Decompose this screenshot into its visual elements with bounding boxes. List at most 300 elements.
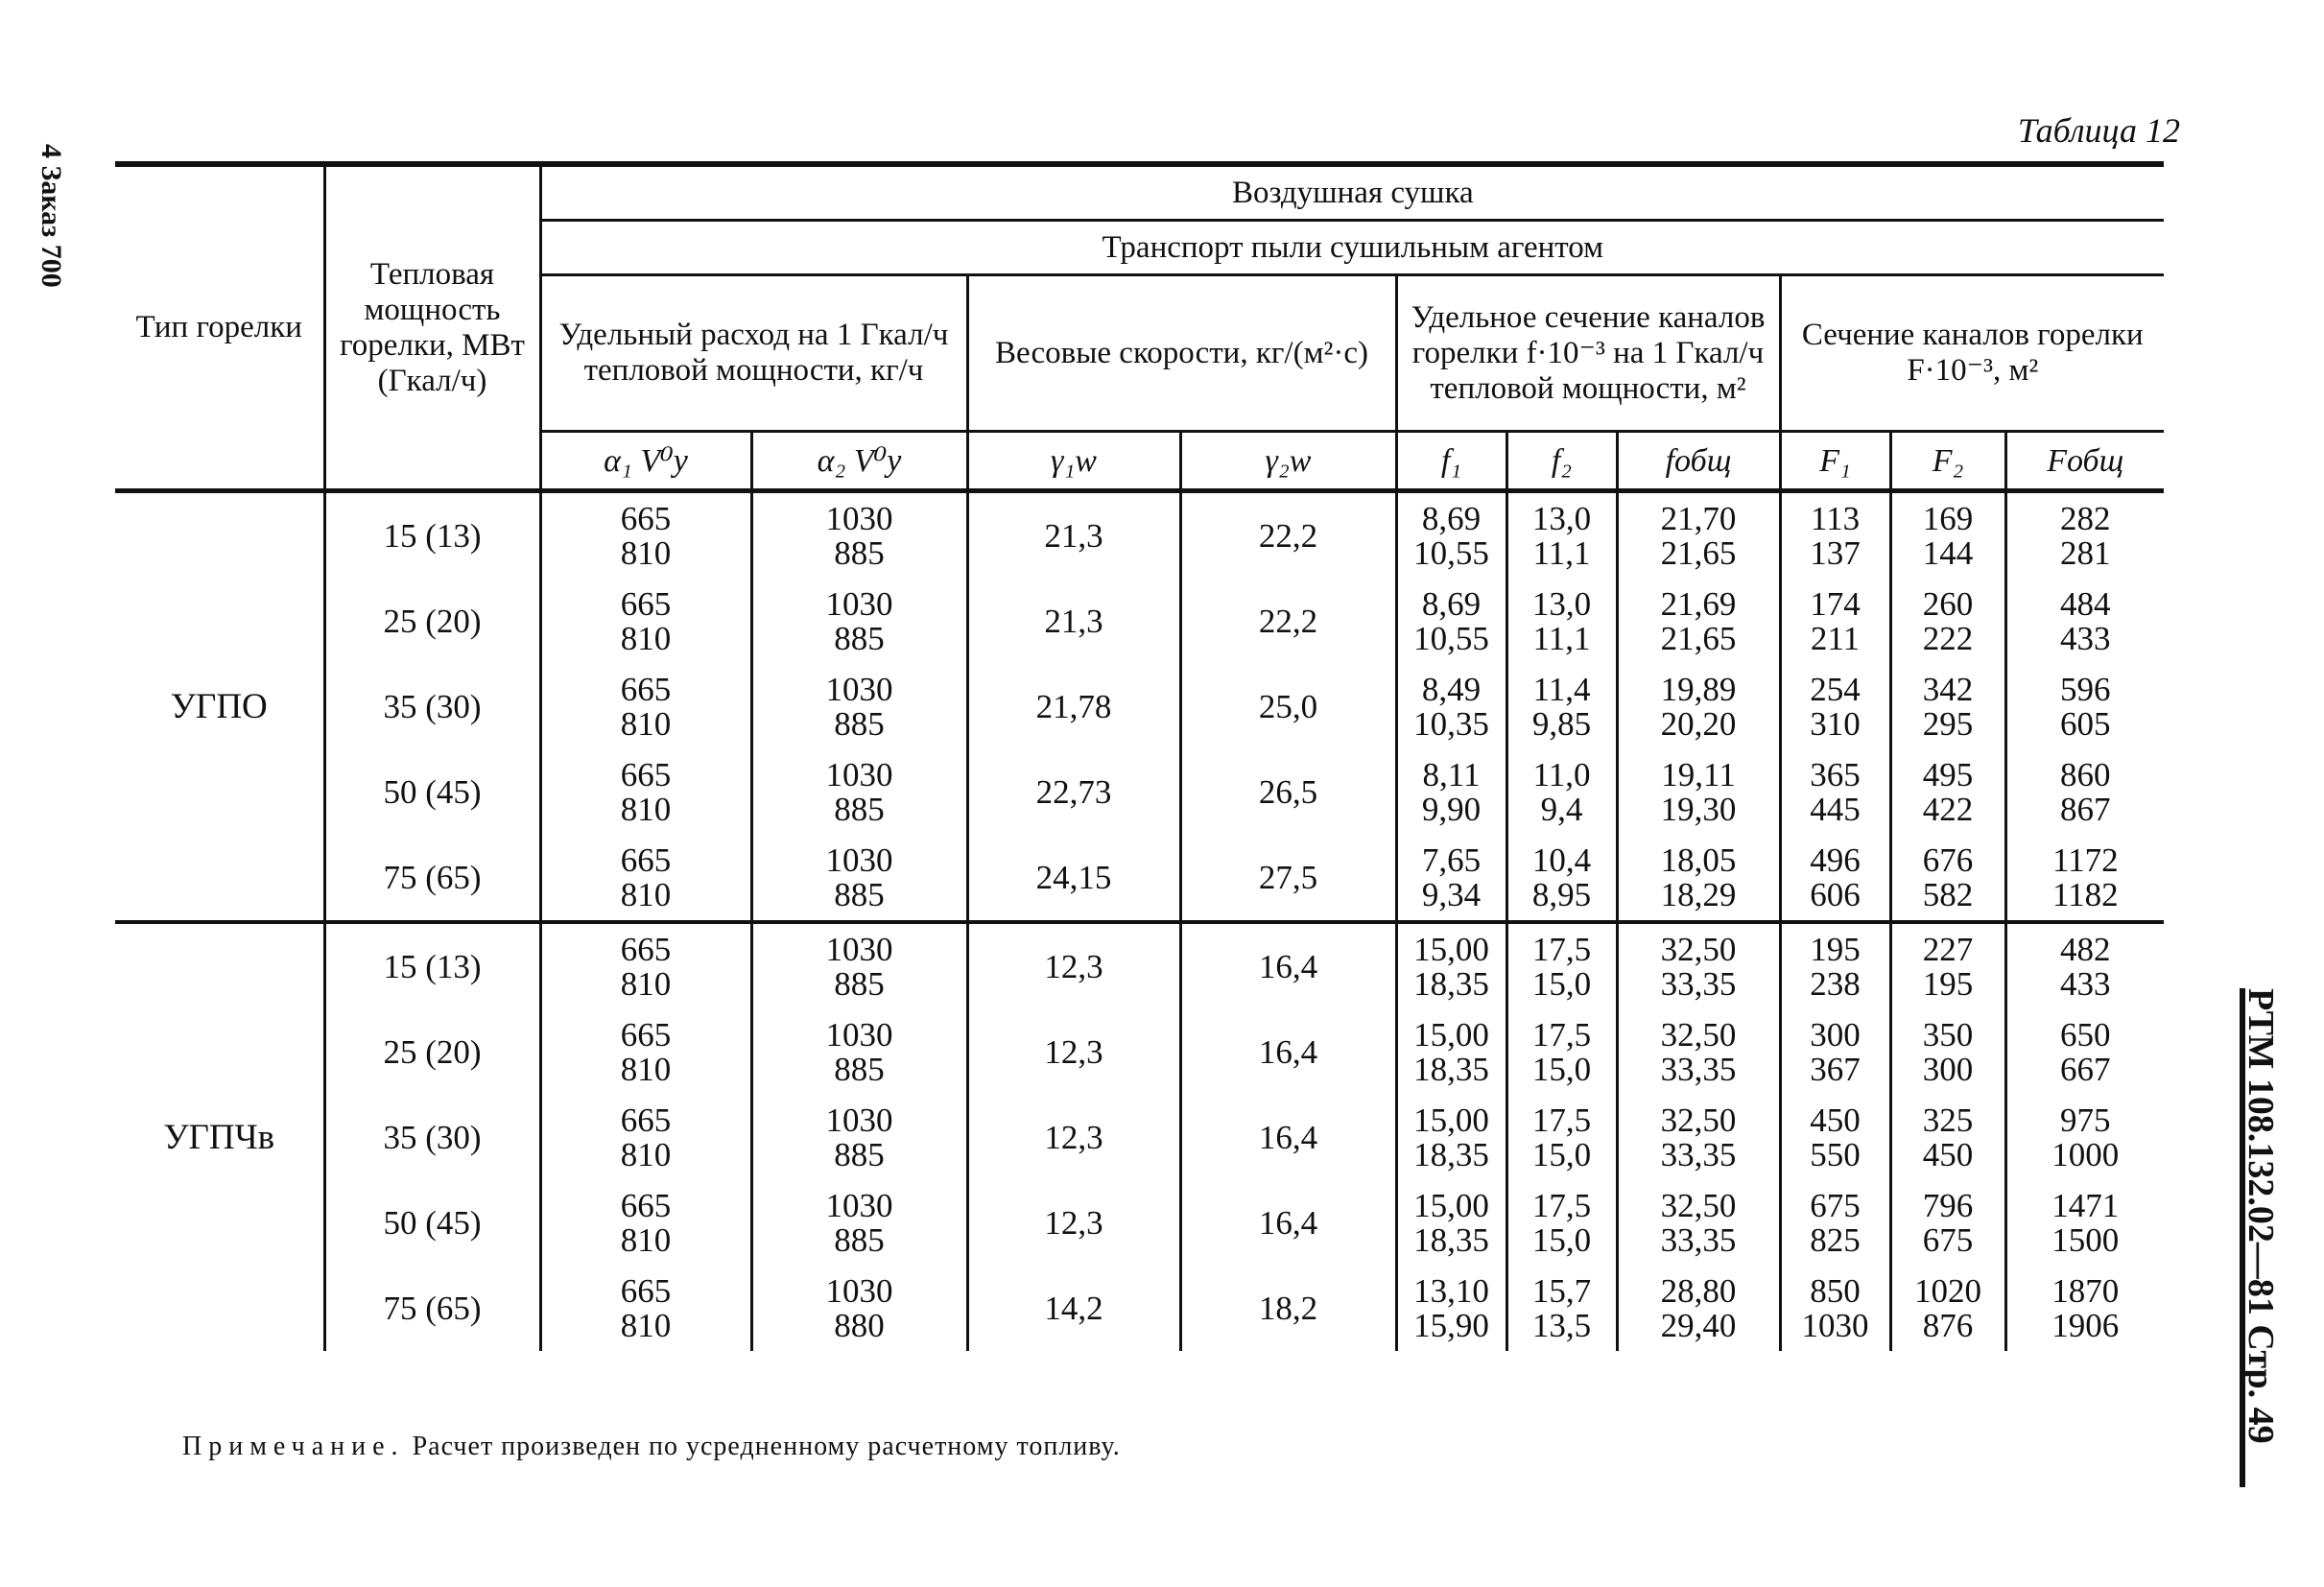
F2-cell <box>1890 1095 2005 1180</box>
g1w-cell: 12,3 <box>967 922 1180 1009</box>
a1-value: 810 <box>620 1135 672 1173</box>
a2-value: 885 <box>834 964 885 1003</box>
subheader-ftot: fобщ <box>1617 432 1780 491</box>
F1-value: 1030 <box>1801 1306 1869 1344</box>
a2-value: 1030 <box>825 755 893 794</box>
F2-value: 350 <box>1922 1015 1974 1054</box>
f1-value: 15,00 <box>1413 930 1489 968</box>
a1-cell <box>540 664 751 749</box>
a1-value: 665 <box>620 841 672 879</box>
f1-value: 10,55 <box>1413 533 1489 572</box>
a2-value: 1030 <box>825 499 893 537</box>
g2w-cell: 27,5 <box>1180 835 1396 922</box>
a1-value: 810 <box>620 964 672 1003</box>
f1-value: 10,35 <box>1413 704 1489 743</box>
side-margin-left <box>29 144 86 547</box>
g1w-cell: 21,78 <box>967 664 1180 749</box>
header-burner-type: Тип горелки <box>115 164 324 491</box>
ftot-value: 33,35 <box>1660 1220 1737 1259</box>
Ftot-value: 596 <box>2060 670 2111 708</box>
a2-cell <box>751 749 967 835</box>
a1-value: 810 <box>620 704 672 743</box>
a1-cell <box>540 1095 751 1180</box>
f1-value: 8,11 <box>1422 755 1481 794</box>
g2w-cell: 25,0 <box>1180 664 1396 749</box>
f2-cell <box>1506 491 1617 580</box>
f1-value: 9,90 <box>1421 790 1482 828</box>
F1-value: 825 <box>1810 1220 1861 1259</box>
header-specific-flow: Удельный расход на 1 Гкал/ч тепловой мощности, кг/ч <box>540 275 967 432</box>
F1-value: 137 <box>1810 533 1861 572</box>
ftot-value: 32,50 <box>1660 1015 1737 1054</box>
subheader-a2: α₂ V⁰у <box>751 432 967 491</box>
F2-value: 1020 <box>1914 1271 1981 1310</box>
a2-cell <box>751 922 967 1009</box>
ftot-cell <box>1617 491 1780 580</box>
ftot-cell <box>1617 1009 1780 1095</box>
power-cell: 75 (65) <box>324 1266 540 1351</box>
g1w-cell: 21,3 <box>967 579 1180 664</box>
a1-value: 810 <box>620 790 672 828</box>
g2w-cell: 16,4 <box>1180 1095 1396 1180</box>
f2-value: 11,1 <box>1532 533 1591 572</box>
f2-value: 15,0 <box>1531 1220 1592 1259</box>
ftot-cell <box>1617 664 1780 749</box>
F1-value: 675 <box>1810 1186 1861 1224</box>
document-code: РТМ 108.132.02—81 Стр. 49 <box>2241 988 2281 1444</box>
f1-cell <box>1396 922 1506 1009</box>
f2-value: 13,5 <box>1531 1306 1592 1344</box>
F2-cell <box>1890 664 2005 749</box>
g2w-cell: 16,4 <box>1180 922 1396 1009</box>
f1-value: 15,00 <box>1413 1015 1489 1054</box>
ftot-value: 33,35 <box>1660 964 1737 1003</box>
Ftot-value: 281 <box>2060 533 2111 572</box>
power-cell: 50 (45) <box>324 1180 540 1266</box>
F2-value: 295 <box>1922 704 1974 743</box>
table-row <box>115 922 2164 1009</box>
a2-value: 1030 <box>825 1271 893 1310</box>
subheader-a1: α₁ V⁰у <box>540 432 751 491</box>
f1-value: 15,90 <box>1413 1306 1489 1344</box>
power-cell: 15 (13) <box>324 491 540 580</box>
g1w-cell: 14,2 <box>967 1266 1180 1351</box>
burner-type-cell: УГПО <box>170 686 268 726</box>
F1-value: 211 <box>1810 619 1861 657</box>
f2-cell <box>1506 579 1617 664</box>
table-row <box>115 664 2164 749</box>
table-row <box>115 749 2164 835</box>
F2-value: 260 <box>1922 584 1974 623</box>
burner-type-cell: УГПЧв <box>115 922 324 1351</box>
f2-cell <box>1506 749 1617 835</box>
f1-cell <box>1396 664 1506 749</box>
Ftot-value: 667 <box>2060 1050 2111 1088</box>
F2-value: 342 <box>1922 670 1974 708</box>
a1-cell <box>540 749 751 835</box>
F1-cell <box>1780 1095 1890 1180</box>
f2-value: 15,7 <box>1531 1271 1592 1310</box>
power-cell: 50 (45) <box>324 749 540 835</box>
f1-value: 10,55 <box>1413 619 1489 657</box>
F2-value: 796 <box>1922 1186 1974 1224</box>
F1-value: 367 <box>1810 1050 1861 1088</box>
Ftot-value: 1906 <box>2051 1306 2120 1344</box>
a1-cell <box>540 835 751 922</box>
footnote-label: Примечание. <box>182 1432 405 1461</box>
a2-value: 1030 <box>825 841 893 879</box>
a2-value: 1030 <box>825 670 893 708</box>
a2-cell <box>751 835 967 922</box>
Ftot-cell <box>2005 664 2164 749</box>
F1-cell <box>1780 579 1890 664</box>
F1-cell <box>1780 664 1890 749</box>
F2-value: 227 <box>1922 930 1974 968</box>
a1-value: 810 <box>620 533 672 572</box>
F1-value: 113 <box>1810 499 1861 537</box>
f1-cell <box>1396 491 1506 580</box>
f2-value: 17,5 <box>1531 1186 1592 1224</box>
F1-cell <box>1780 491 1890 580</box>
table-row <box>115 1095 2164 1180</box>
f1-cell <box>1396 579 1506 664</box>
f1-cell <box>1396 1266 1506 1351</box>
F2-value: 222 <box>1922 619 1974 657</box>
Ftot-value: 484 <box>2060 584 2111 623</box>
ftot-cell <box>1617 1180 1780 1266</box>
f2-cell <box>1506 1009 1617 1095</box>
a2-cell <box>751 1266 967 1351</box>
F1-cell <box>1780 1266 1890 1351</box>
f2-value: 17,5 <box>1531 1101 1592 1139</box>
ftot-value: 20,20 <box>1660 704 1737 743</box>
F2-value: 195 <box>1922 964 1974 1003</box>
Ftot-cell <box>2005 1266 2164 1351</box>
Ftot-value: 1172 <box>2051 841 2119 879</box>
Ftot-value: 975 <box>2060 1101 2111 1139</box>
F2-cell <box>1890 579 2005 664</box>
F2-value: 300 <box>1922 1050 1974 1088</box>
a2-cell <box>751 1095 967 1180</box>
g2w-cell: 26,5 <box>1180 749 1396 835</box>
data-table-container <box>115 161 2164 1351</box>
ftot-value: 29,40 <box>1660 1306 1737 1344</box>
f1-cell <box>1396 1180 1506 1266</box>
Ftot-cell <box>2005 579 2164 664</box>
Ftot-value: 650 <box>2060 1015 2111 1054</box>
a2-value: 885 <box>834 1220 885 1259</box>
ftot-value: 21,69 <box>1660 584 1737 623</box>
g2w-cell: 16,4 <box>1180 1009 1396 1095</box>
f2-value: 9,85 <box>1531 704 1592 743</box>
F1-value: 310 <box>1810 704 1861 743</box>
ftot-cell <box>1617 922 1780 1009</box>
g2w-cell: 22,2 <box>1180 491 1396 580</box>
a2-value: 1030 <box>825 1015 893 1054</box>
f2-cell <box>1506 922 1617 1009</box>
ftot-value: 28,80 <box>1660 1271 1737 1310</box>
a2-cell <box>751 579 967 664</box>
a2-value: 885 <box>834 619 885 657</box>
f1-value: 15,00 <box>1413 1101 1489 1139</box>
ftot-value: 21,70 <box>1660 499 1737 537</box>
Ftot-cell <box>2005 1180 2164 1266</box>
header-weight-speeds: Весовые скорости, кг/(м²·с) <box>967 275 1396 432</box>
a1-value: 810 <box>620 1220 672 1259</box>
subheader-Ftot: Fобщ <box>2005 432 2164 491</box>
header-air-drying: Воздушная сушка <box>540 164 2164 221</box>
a1-cell <box>540 1180 751 1266</box>
F2-value: 675 <box>1922 1220 1974 1259</box>
F2-cell <box>1890 835 2005 922</box>
a1-value: 665 <box>620 1186 672 1224</box>
ftot-value: 32,50 <box>1660 930 1737 968</box>
F2-cell <box>1890 491 2005 580</box>
f1-cell <box>1396 1009 1506 1095</box>
F2-value: 422 <box>1922 790 1974 828</box>
a2-value: 880 <box>834 1306 885 1344</box>
F2-value: 144 <box>1922 533 1974 572</box>
ftot-value: 19,30 <box>1660 790 1737 828</box>
ftot-value: 33,35 <box>1660 1135 1737 1173</box>
F2-value: 495 <box>1922 755 1974 794</box>
F2-cell <box>1890 749 2005 835</box>
a1-value: 810 <box>620 1306 672 1344</box>
Ftot-value: 860 <box>2060 755 2111 794</box>
a2-cell <box>751 1180 967 1266</box>
Ftot-value: 1500 <box>2051 1220 2120 1259</box>
F2-value: 450 <box>1922 1135 1974 1173</box>
a2-value: 1030 <box>825 1186 893 1224</box>
f1-cell <box>1396 749 1506 835</box>
Ftot-cell <box>2005 749 2164 835</box>
subheader-f1: f₁ <box>1396 432 1506 491</box>
F1-value: 550 <box>1810 1135 1861 1173</box>
a1-value: 810 <box>620 875 672 913</box>
f1-value: 8,69 <box>1421 499 1482 537</box>
table-row <box>115 579 2164 664</box>
Ftot-cell <box>2005 491 2164 580</box>
ftot-cell <box>1617 1095 1780 1180</box>
Ftot-value: 482 <box>2060 930 2111 968</box>
header-specific-section: Удельное сечение каналов горелки f·10⁻³ на 1 Гкал/ч тепловой мощности, м² <box>1396 275 1780 432</box>
Ftot-cell <box>2005 1009 2164 1095</box>
footnote <box>182 1432 1121 1462</box>
f1-value: 13,10 <box>1413 1271 1489 1310</box>
f2-value: 11,0 <box>1532 755 1591 794</box>
F2-value: 676 <box>1922 841 1974 879</box>
a2-value: 885 <box>834 790 885 828</box>
Ftot-value: 282 <box>2060 499 2111 537</box>
Ftot-value: 1870 <box>2051 1271 2120 1310</box>
F1-value: 850 <box>1810 1271 1861 1310</box>
subheader-F2: F₂ <box>1890 432 2005 491</box>
a1-value: 665 <box>620 1271 672 1310</box>
ftot-value: 21,65 <box>1660 533 1737 572</box>
header-section: Сечение каналов горелки F·10⁻³, м² <box>1780 275 2164 432</box>
a1-value: 665 <box>620 499 672 537</box>
f1-value: 8,69 <box>1421 584 1482 623</box>
table-body <box>115 491 2164 1352</box>
F1-cell <box>1780 835 1890 922</box>
f1-cell <box>1396 1095 1506 1180</box>
F1-value: 254 <box>1810 670 1861 708</box>
ftot-cell <box>1617 835 1780 922</box>
table-row <box>115 1180 2164 1266</box>
F1-value: 174 <box>1810 584 1861 623</box>
a1-value: 665 <box>620 1101 672 1139</box>
g1w-cell: 12,3 <box>967 1095 1180 1180</box>
f2-value: 11,1 <box>1532 619 1591 657</box>
subheader-F1: F₁ <box>1780 432 1890 491</box>
f2-cell <box>1506 835 1617 922</box>
subheader-g1w: γ₁w <box>967 432 1180 491</box>
a1-value: 665 <box>620 930 672 968</box>
Ftot-cell <box>2005 1095 2164 1180</box>
a1-value: 665 <box>620 584 672 623</box>
g2w-cell: 18,2 <box>1180 1266 1396 1351</box>
ftot-value: 19,11 <box>1661 755 1736 794</box>
Ftot-value: 1182 <box>2051 875 2119 913</box>
F2-value: 169 <box>1922 499 1974 537</box>
F1-value: 496 <box>1810 841 1861 879</box>
a2-value: 885 <box>834 875 885 913</box>
g2w-cell: 16,4 <box>1180 1180 1396 1266</box>
power-cell: 35 (30) <box>324 1095 540 1180</box>
a2-value: 1030 <box>825 930 893 968</box>
ftot-value: 21,65 <box>1660 619 1737 657</box>
F1-value: 606 <box>1810 875 1861 913</box>
ftot-value: 19,89 <box>1660 670 1737 708</box>
Ftot-value: 433 <box>2060 619 2111 657</box>
data-table <box>115 161 2164 1351</box>
ftot-value: 18,29 <box>1660 875 1737 913</box>
f2-value: 8,95 <box>1531 875 1592 913</box>
Ftot-cell <box>2005 922 2164 1009</box>
g1w-cell: 24,15 <box>967 835 1180 922</box>
a1-value: 665 <box>620 670 672 708</box>
subheader-f2: f₂ <box>1506 432 1617 491</box>
F1-value: 365 <box>1810 755 1861 794</box>
F1-cell <box>1780 749 1890 835</box>
F2-value: 876 <box>1922 1306 1974 1344</box>
table-row <box>115 835 2164 922</box>
a1-value: 810 <box>620 1050 672 1088</box>
F1-value: 238 <box>1810 964 1861 1003</box>
f1-value: 18,35 <box>1413 1050 1489 1088</box>
Ftot-value: 605 <box>2060 704 2111 743</box>
table-title: Таблица 12 <box>2017 111 2180 150</box>
F1-value: 450 <box>1810 1101 1861 1139</box>
ftot-value: 33,35 <box>1660 1050 1737 1088</box>
ftot-cell <box>1617 579 1780 664</box>
power-cell: 25 (20) <box>324 1009 540 1095</box>
g1w-cell: 12,3 <box>967 1180 1180 1266</box>
f2-value: 17,5 <box>1531 1015 1592 1054</box>
side-margin-right <box>2236 988 2303 1487</box>
ftot-value: 18,05 <box>1660 841 1737 879</box>
a1-cell <box>540 579 751 664</box>
f1-value: 15,00 <box>1413 1186 1489 1224</box>
a2-value: 885 <box>834 1135 885 1173</box>
f2-value: 15,0 <box>1531 1050 1592 1088</box>
a2-value: 1030 <box>825 1101 893 1139</box>
F1-value: 445 <box>1810 790 1861 828</box>
a2-value: 1030 <box>825 584 893 623</box>
f1-value: 18,35 <box>1413 1135 1489 1173</box>
a1-cell <box>540 1009 751 1095</box>
a1-cell <box>540 1266 751 1351</box>
a2-value: 885 <box>834 533 885 572</box>
power-cell: 15 (13) <box>324 922 540 1009</box>
F1-cell <box>1780 1009 1890 1095</box>
f2-value: 13,0 <box>1531 499 1592 537</box>
power-cell: 35 (30) <box>324 664 540 749</box>
f2-value: 10,4 <box>1531 841 1592 879</box>
f2-value: 15,0 <box>1531 1135 1592 1173</box>
F1-value: 195 <box>1810 930 1861 968</box>
a1-cell <box>540 922 751 1009</box>
F1-value: 300 <box>1810 1015 1861 1054</box>
F2-cell <box>1890 1009 2005 1095</box>
a2-cell <box>751 491 967 580</box>
power-cell: 75 (65) <box>324 835 540 922</box>
f2-cell <box>1506 664 1617 749</box>
f2-cell <box>1506 1095 1617 1180</box>
f1-cell <box>1396 835 1506 922</box>
Ftot-value: 1471 <box>2051 1186 2120 1224</box>
f2-cell <box>1506 1266 1617 1351</box>
f1-value: 18,35 <box>1413 1220 1489 1259</box>
a2-value: 885 <box>834 704 885 743</box>
ftot-cell <box>1617 749 1780 835</box>
g1w-cell: 12,3 <box>967 1009 1180 1095</box>
F2-cell <box>1890 922 2005 1009</box>
ftot-cell <box>1617 1266 1780 1351</box>
F2-cell <box>1890 1180 2005 1266</box>
table-header <box>115 164 2164 491</box>
footnote-text: Расчет произведен по усредненному расчетному топливу. <box>412 1432 1121 1461</box>
f2-value: 17,5 <box>1531 930 1592 968</box>
ftot-value: 32,50 <box>1660 1186 1737 1224</box>
a2-value: 885 <box>834 1050 885 1088</box>
power-cell: 25 (20) <box>324 579 540 664</box>
table-row <box>115 491 2164 580</box>
a1-value: 665 <box>620 755 672 794</box>
a1-value: 665 <box>620 1015 672 1054</box>
subheader-g2w: γ₂w <box>1180 432 1396 491</box>
Ftot-cell <box>2005 835 2164 922</box>
f2-value: 9,4 <box>1540 790 1583 828</box>
f2-value: 11,4 <box>1532 670 1591 708</box>
F2-value: 325 <box>1922 1101 1974 1139</box>
g1w-cell: 21,3 <box>967 491 1180 580</box>
a2-cell <box>751 1009 967 1095</box>
Ftot-value: 433 <box>2060 964 2111 1003</box>
F2-value: 582 <box>1922 875 1974 913</box>
g1w-cell: 22,73 <box>967 749 1180 835</box>
f1-value: 7,65 <box>1421 841 1482 879</box>
table-row <box>115 1009 2164 1095</box>
a1-value: 810 <box>620 619 672 657</box>
Ftot-value: 1000 <box>2051 1135 2120 1173</box>
f1-value: 18,35 <box>1413 964 1489 1003</box>
a1-cell <box>540 491 751 580</box>
F1-cell <box>1780 1180 1890 1266</box>
F1-cell <box>1780 922 1890 1009</box>
a2-cell <box>751 664 967 749</box>
g2w-cell: 22,2 <box>1180 579 1396 664</box>
